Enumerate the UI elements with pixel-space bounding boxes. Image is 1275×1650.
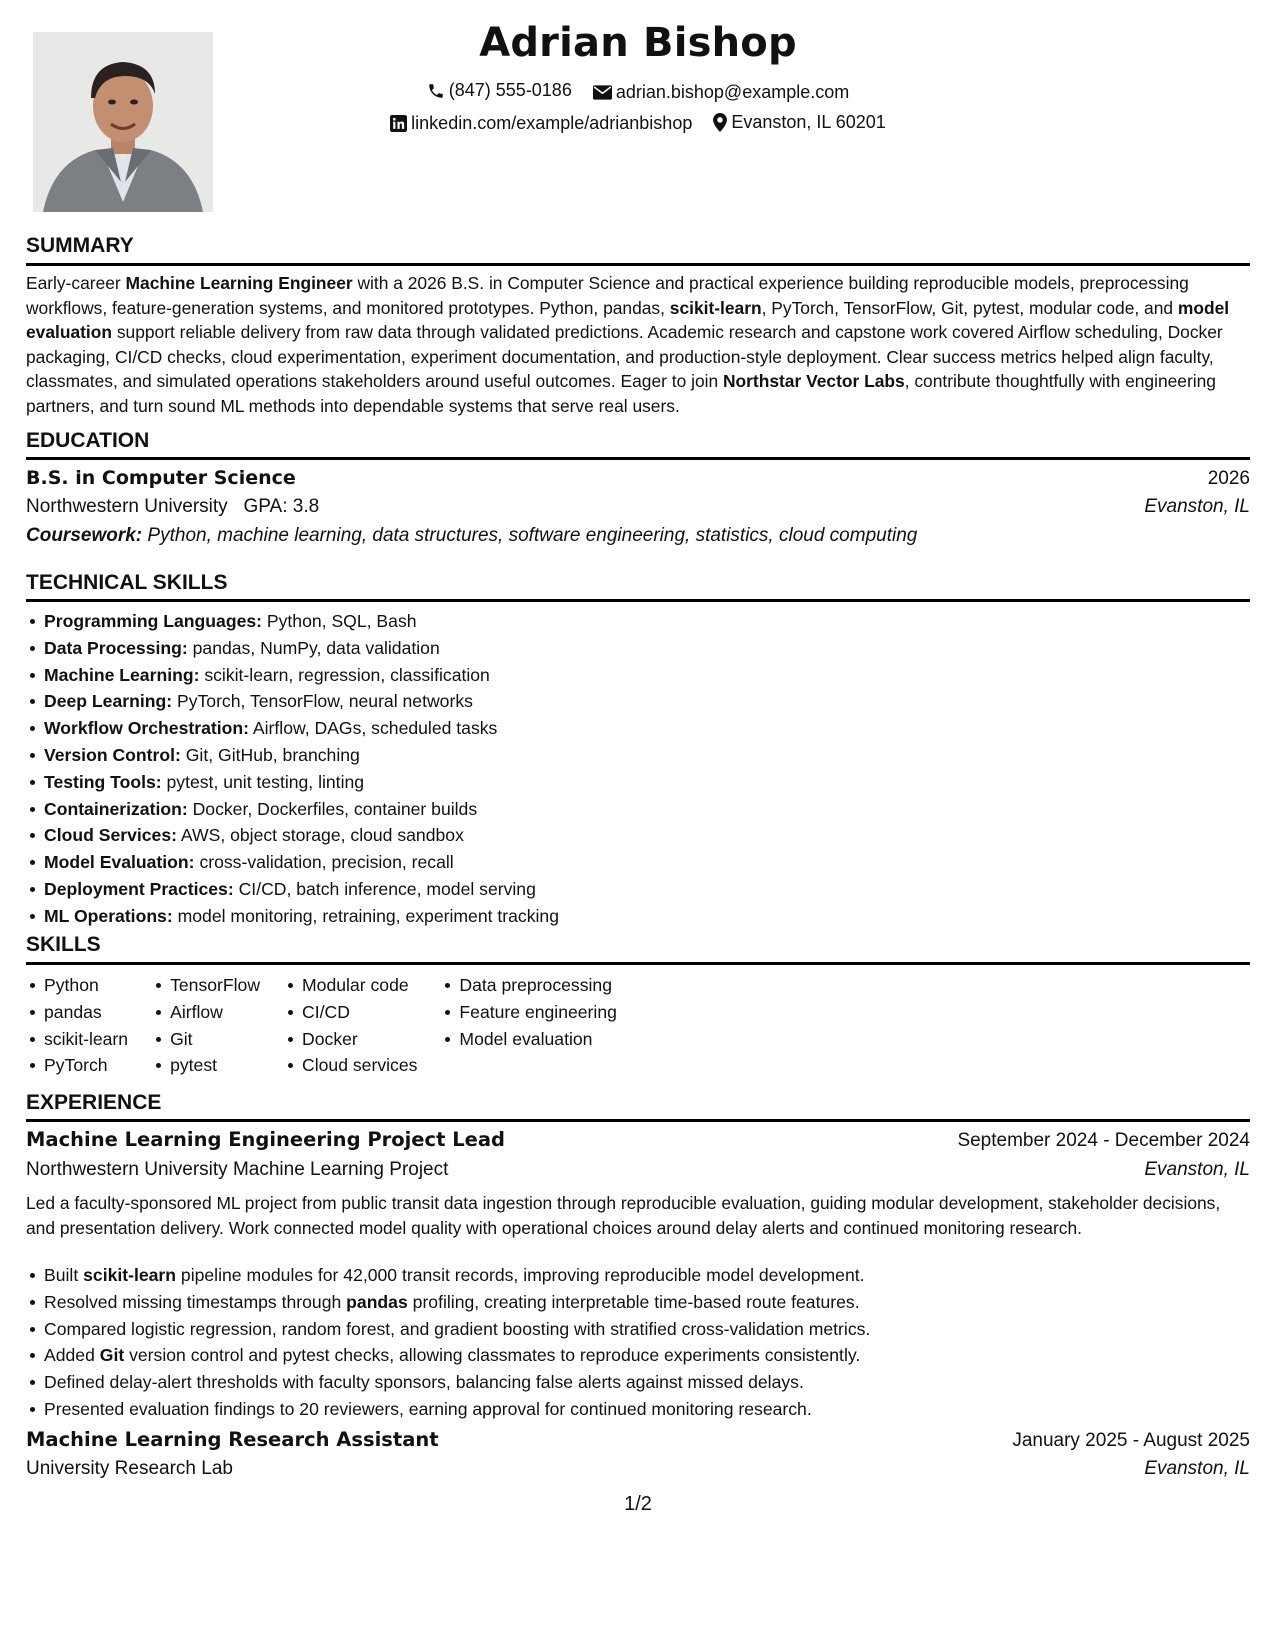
job-1-bullets (26, 1262, 870, 1423)
skills-heading: SKILLS (26, 933, 101, 956)
list-item: Python (44, 972, 128, 999)
list-item: Programming Languages: Python, SQL, Bash (44, 608, 559, 635)
job-location: Evanston, IL (1144, 1458, 1250, 1479)
job-title: Machine Learning Research Assistant (26, 1428, 439, 1451)
list-item: TensorFlow (170, 972, 260, 999)
education-rule (26, 457, 1250, 460)
page-number: 1/2 (624, 1493, 652, 1515)
technical-skills-heading: TECHNICAL SKILLS (26, 571, 228, 594)
envelope-icon (593, 85, 612, 100)
skills-column-4 (441, 972, 616, 1079)
experience-heading: EXPERIENCE (26, 1091, 162, 1114)
resume-page (26, 0, 1250, 1650)
list-item: Model Evaluation: cross-validation, precision, recall (44, 849, 559, 876)
job-dates: January 2025 - August 2025 (1012, 1430, 1250, 1451)
location-text: Evanston, IL 60201 (731, 112, 886, 132)
technical-skills-rule (26, 599, 1250, 602)
job-organization: Northwestern University Machine Learning Project (26, 1159, 449, 1180)
list-item: scikit-learn (44, 1026, 128, 1053)
list-item: Deep Learning: PyTorch, TensorFlow, neural networks (44, 688, 559, 715)
phone-number: (847) 555-0186 (448, 80, 572, 100)
summary-text: Early-career Machine Learning Engineer with a 2026 B.S. in Computer Science and practical experience building reproducible models, preprocessing workflows, feature-generation systems, and monitored prototypes. Python, pandas, scikit-learn, PyTorch, TensorFlow, Git, pytest, modular code, and model evaluation support reliable delivery from raw data through validated predictions. Academic research and capstone work covered Airflow scheduling, Docker packaging, CI/CD checks, cloud experimentation, experiment documentation, and production-style deployment. Clear success metrics helped align faculty, classmates, and simulated operations stakeholders around useful outcomes. Eager to join Northstar Vector Labs, contribute thoughtfully with engineering partners, and turn sound ML methods into dependable systems that serve real users. (26, 273, 1230, 416)
education-school-row (26, 496, 1250, 518)
list-item: Data preprocessing (459, 972, 616, 999)
linkedin-url[interactable]: linkedin.com/example/adrianbishop (411, 113, 693, 133)
list-item: Deployment Practices: CI/CD, batch inference, model serving (44, 876, 559, 903)
skills-column-1 (26, 972, 128, 1079)
email-contact[interactable] (593, 82, 849, 103)
graduation-year: 2026 (1207, 468, 1250, 489)
contact-line-1 (26, 80, 1250, 105)
linkedin-contact[interactable] (390, 113, 692, 134)
list-item: Compared logistic regression, random forest, and gradient boosting with stratified cross-validation metrics. (44, 1316, 870, 1343)
job-organization: University Research Lab (26, 1458, 233, 1479)
list-item: CI/CD (302, 999, 417, 1026)
skills-rule (26, 962, 1250, 965)
coursework-line (26, 525, 917, 547)
job-2-org-row (26, 1458, 1250, 1480)
phone-contact (427, 80, 572, 101)
coursework-label: Coursework: (26, 525, 143, 546)
education-heading: EDUCATION (26, 429, 150, 452)
list-item: Added Git version control and pytest checks, allowing classmates to reproduce experiments consistently. (44, 1342, 870, 1369)
gpa: GPA: 3.8 (243, 496, 320, 517)
coursework-row (26, 525, 1250, 547)
skills-column-2 (152, 972, 260, 1079)
job-1-summary: Led a faculty-sponsored ML project from public transit data ingestion through reproducible evaluation, guiding modular development, stakeholder decisions, and presentation delivery. Work connected model quality with operational choices around delay alerts and continued monitoring research. (26, 1193, 1221, 1238)
job-1-header (26, 1128, 1250, 1152)
list-item: Cloud services (302, 1052, 417, 1079)
list-item: PyTorch (44, 1052, 128, 1079)
list-item: pandas (44, 999, 128, 1026)
school-line (26, 496, 319, 518)
phone-icon (427, 82, 445, 100)
list-item: Feature engineering (459, 999, 616, 1026)
location-contact (713, 112, 885, 133)
list-item: Docker (302, 1026, 417, 1053)
list-item: Airflow (170, 999, 260, 1026)
list-item: Git (170, 1026, 260, 1053)
coursework-list: Python, machine learning, data structures, software engineering, statistics, cloud computing (147, 525, 918, 546)
map-pin-icon (713, 113, 727, 132)
list-item: Version Control: Git, GitHub, branching (44, 742, 559, 769)
school-name: Northwestern University (26, 496, 228, 517)
list-item: Defined delay-alert thresholds with faculty sponsors, balancing false alerts against missed delays. (44, 1369, 870, 1396)
list-item: ML Operations: model monitoring, retraining, experiment tracking (44, 903, 559, 930)
summary-heading: SUMMARY (26, 234, 134, 257)
technical-skills-list (26, 608, 559, 930)
skills-columns (26, 972, 641, 1079)
list-item: pytest (170, 1052, 260, 1079)
job-dates: September 2024 - December 2024 (957, 1130, 1250, 1151)
job-1-org-row (26, 1159, 1250, 1181)
experience-rule (26, 1119, 1250, 1122)
school-location: Evanston, IL (1144, 496, 1250, 517)
job-location: Evanston, IL (1144, 1159, 1250, 1180)
contact-line-2 (26, 112, 1250, 137)
linkedin-icon (390, 115, 407, 132)
email-address[interactable]: adrian.bishop@example.com (615, 81, 850, 102)
list-item: Workflow Orchestration: Airflow, DAGs, scheduled tasks (44, 715, 559, 742)
degree-title: B.S. in Computer Science (26, 467, 296, 489)
list-item: Resolved missing timestamps through pandas profiling, creating interpretable time-based route features. (44, 1289, 870, 1316)
list-item: Model evaluation (459, 1026, 616, 1053)
list-item: Machine Learning: scikit-learn, regression, classification (44, 662, 559, 689)
list-item: Testing Tools: pytest, unit testing, linting (44, 769, 559, 796)
summary-rule (26, 263, 1250, 266)
list-item: Containerization: Docker, Dockerfiles, container builds (44, 796, 559, 823)
candidate-name: Adrian Bishop (479, 20, 797, 66)
list-item: Data Processing: pandas, NumPy, data validation (44, 635, 559, 662)
job-title: Machine Learning Engineering Project Lead (26, 1128, 505, 1151)
list-item: Modular code (302, 972, 417, 999)
job-2-header (26, 1428, 1250, 1452)
list-item: Presented evaluation findings to 20 reviewers, earning approval for continued monitoring research. (44, 1396, 870, 1423)
skills-column-3 (284, 972, 417, 1079)
list-item: Cloud Services: AWS, object storage, cloud sandbox (44, 822, 559, 849)
list-item: Built scikit-learn pipeline modules for 42,000 transit records, improving reproducible model development. (44, 1262, 870, 1289)
education-degree-row (26, 467, 1250, 490)
